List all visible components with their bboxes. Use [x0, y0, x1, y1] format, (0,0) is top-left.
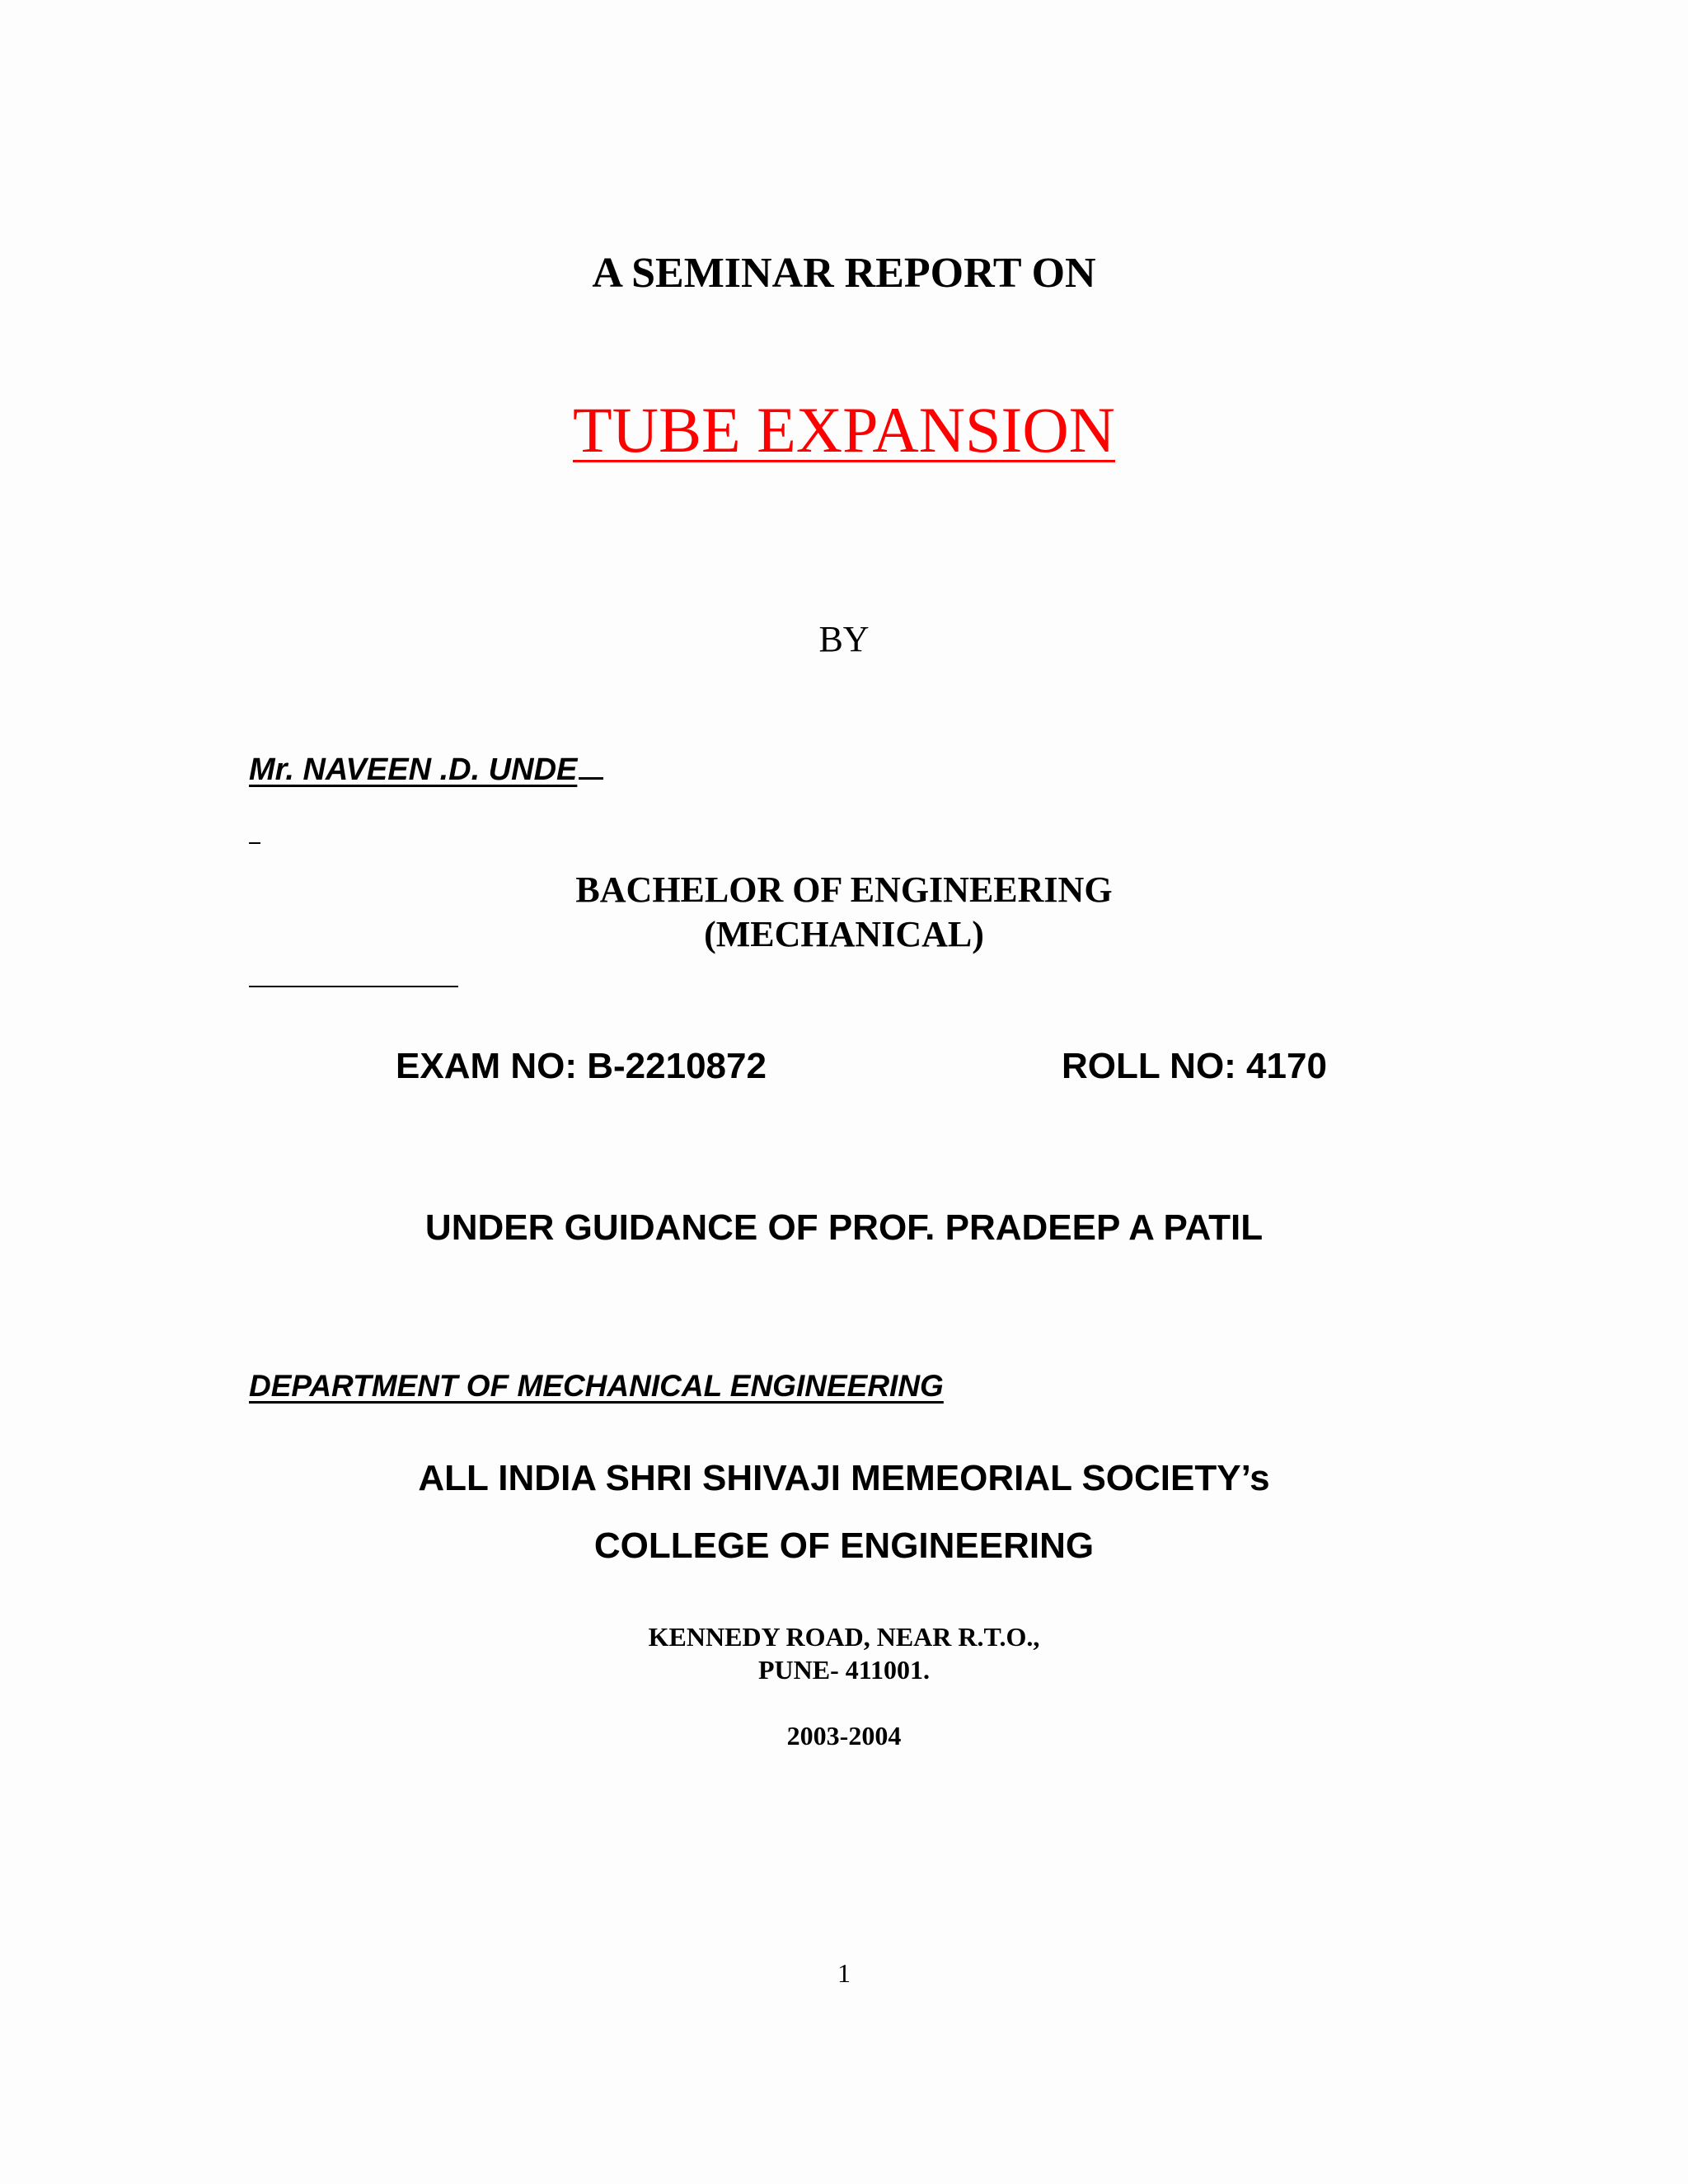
author-name [249, 750, 603, 790]
society-name: ALL INDIA SHRI SHIVAJI MEMEORIAL SOCIETY’s [418, 1458, 1270, 1498]
degree-line-1: BACHELOR OF ENGINEERING [575, 869, 1113, 910]
report-heading: A SEMINAR REPORT ON [592, 250, 1096, 297]
page-number: 1 [837, 1958, 851, 1988]
roll-number: ROLL NO: 4170 [1062, 1046, 1327, 1086]
report-title [0, 391, 1688, 469]
department-name: DEPARTMENT OF MECHANICAL ENGINEERING [249, 1369, 944, 1403]
guidance-line: UNDER GUIDANCE OF PROF. PRADEEP A PATIL [424, 1207, 1264, 1248]
author-name-text: Mr. NAVEEN .D. UNDE [249, 752, 578, 787]
address-line-1: KENNEDY ROAD, NEAR R.T.O., [648, 1622, 1040, 1652]
address-line-2: PUNE- 411001. [758, 1655, 930, 1685]
college-name: COLLEGE OF ENGINEERING [593, 1526, 1095, 1566]
report-title-text: TUBE EXPANSION [572, 394, 1115, 466]
degree-line-2: (MECHANICAL) [704, 914, 984, 954]
author-underline-extension [579, 777, 603, 780]
exam-number: EXAM NO: B-2210872 [396, 1046, 767, 1086]
academic-year: 2003-2004 [786, 1721, 902, 1750]
small-dash-mark [249, 842, 260, 844]
horizontal-rule [249, 986, 458, 987]
by-label: BY [818, 619, 870, 659]
